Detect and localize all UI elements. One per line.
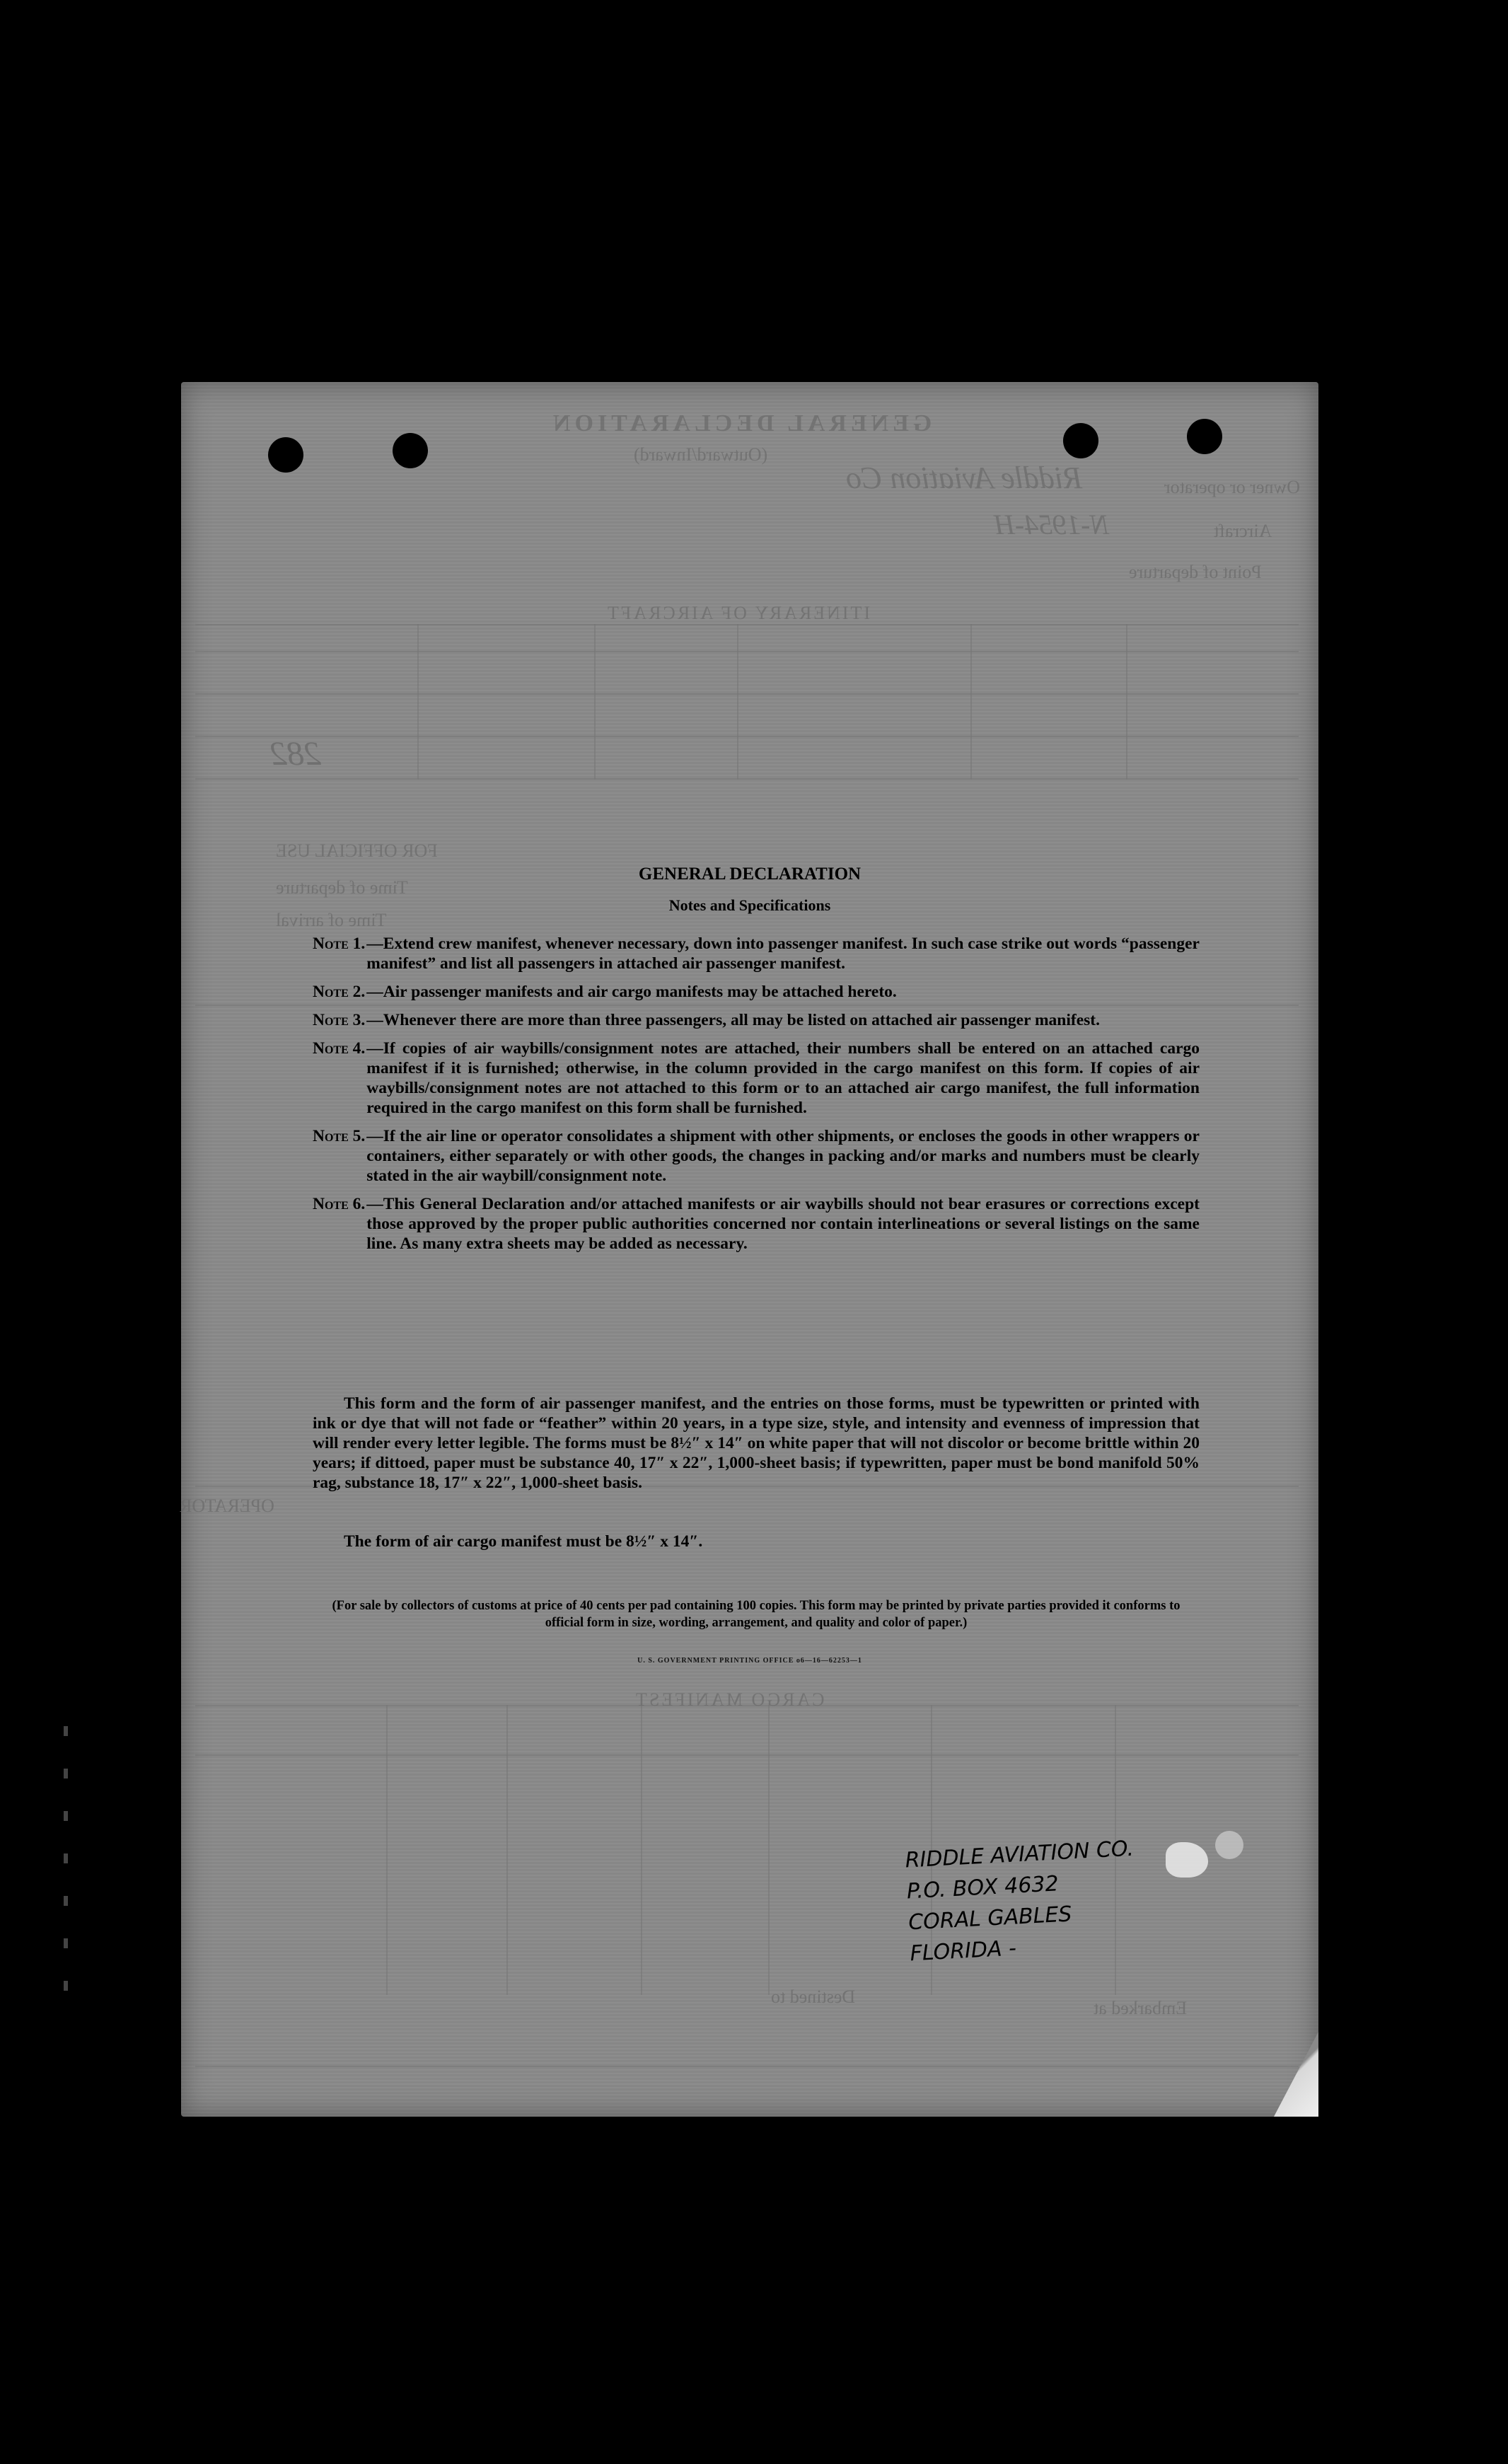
ghost-column-rule — [386, 1705, 388, 1995]
note-4 — [313, 1039, 1200, 1118]
ghost-rule — [195, 1754, 1299, 1756]
form-specification-paragraph: This form and the form of air passenger manifest, and the entries on those forms, must be typewritten or printed with ink or dye that will not fade or “feather” within 20 years, in a type size, style, and intensity and evenness of impression that will render every letter legible. The forms must be 8½″ x 14″ on white paper that will not discolor or become brittle within 20 years; if dittoed, paper must be substance 40, 17″ x 22″, 1,000-sheet basis; if typewritten, paper must be bond manifold 50% rag, substance 18, 17″ x 22″, 1,000-sheet basis. — [313, 1394, 1200, 1492]
ghost-itinerary: ITINERARY OF AIRCRAFT — [605, 603, 871, 623]
ghost-column-rule — [970, 624, 972, 780]
ghost-point-of-departure: Point of departure — [1129, 562, 1262, 582]
sale-note: (For sale by collectors of customs at price of 40 cents per pad containing 100 copies. This form may be printed by private parties provided it conforms to official form in size, wording, arrangement, and quality and color of paper.) — [332, 1599, 1181, 1630]
note-label: Note 6. — [313, 1195, 366, 1213]
ghost-column-rule — [417, 624, 419, 780]
ghost-column-rule — [768, 1705, 770, 1995]
note-text: —Air passenger manifests and air cargo manifests may be attached hereto. — [366, 983, 897, 1001]
ghost-rule — [195, 693, 1299, 695]
punch-hole — [1187, 419, 1222, 454]
page-subtitle: Notes and Specifications — [668, 896, 831, 914]
note-1 — [313, 934, 1200, 973]
punch-hole — [393, 433, 428, 468]
note-label: Note 2. — [313, 983, 366, 1001]
note-label: Note 5. — [313, 1127, 366, 1145]
document-sheet — [181, 382, 1318, 2117]
ghost-column-rule — [1126, 624, 1127, 780]
note-label: Note 4. — [313, 1039, 366, 1058]
ghost-aircraft: Aircraft — [1214, 521, 1272, 541]
ghost-column-rule — [594, 624, 596, 780]
cargo-manifest-spec: The form of air cargo manifest must be 8½″ x 14″. — [344, 1532, 703, 1551]
ghost-time-of-departure: Time of departure — [276, 877, 408, 898]
note-text: —This General Declaration and/or attached manifests or air waybills should not bear erasures or corrections except those approved by the proper public authorities concerned nor contain interlineations or several listings on the same line. As many extra sheets may be added as necessary. — [366, 1195, 1200, 1253]
note-label: Note 1. — [313, 935, 366, 953]
notes-list — [313, 934, 1200, 1262]
ghost-operator: OPERATOR — [180, 1496, 274, 1516]
ghost-column-rule — [737, 624, 738, 780]
handwritten-line: FLORIDA - — [909, 1936, 1017, 1967]
ghost-for-official-use: FOR OFFICIAL USE — [276, 840, 438, 861]
note-text: —Extend crew manifest, whenever necessary, down into passenger manifest. In such case strike out words “passenger manifest” and list all passengers in attached air passenger manifest. — [366, 935, 1200, 973]
ghost-cargo-manifest: CARGO MANIFEST — [634, 1689, 825, 1710]
printing-office-line: U. S. GOVERNMENT PRINTING OFFICE o6—16—62253—1 — [637, 1657, 862, 1665]
punch-hole — [1063, 423, 1098, 458]
ghost-time-of-arrival: Time of arrival — [276, 910, 387, 930]
note-label: Note 3. — [313, 1011, 366, 1029]
ghost-column-rule — [641, 1705, 642, 1995]
page-title: GENERAL DECLARATION — [638, 864, 862, 884]
handwritten-line: RIDDLE AVIATION CO. — [904, 1836, 1135, 1873]
ghost-embarked-at: Embarked at — [1094, 1998, 1188, 2018]
ghost-destined-to: Destined to — [771, 1986, 856, 2007]
handwritten-line: CORAL GABLES — [907, 1902, 1073, 1936]
note-text: —If copies of air waybills/consignment notes are attached, their numbers shall be entered on an attached cargo manifest if it is furnished; otherwise, in the column provided in the cargo manifest on this form. If copies of air waybills/consignment notes are not attached to this form or to an attached air cargo manifest, the full information required in the cargo manifest on this form shall be furnished. — [366, 1039, 1200, 1117]
note-text: —Whenever there are more than three passengers, all may be listed on attached air passenger manifest. — [366, 1011, 1100, 1029]
note-6 — [313, 1194, 1200, 1254]
ghost-header-title: GENERAL DECLARATION — [549, 410, 932, 436]
note-5 — [313, 1126, 1200, 1186]
handwritten-address — [905, 1834, 1139, 1970]
ghost-column-rule — [506, 1705, 508, 1995]
handwritten-line: P.O. BOX 4632 — [906, 1871, 1060, 1904]
folded-corner — [1269, 2032, 1318, 2117]
note-3 — [313, 1010, 1200, 1030]
ghost-owner-handwritten: Riddle Aviation Co — [846, 461, 1083, 495]
ghost-aircraft-handwritten: N-1954-H — [994, 509, 1110, 540]
ghost-outward-inward: (Outward/Inward) — [634, 444, 768, 465]
punch-hole — [268, 437, 303, 473]
note-2 — [313, 982, 1200, 1002]
ghost-rule — [195, 624, 1299, 625]
ghost-owner-operator: Owner or operator — [1164, 477, 1301, 497]
paper-damage-spot — [1166, 1842, 1208, 1878]
ghost-rule — [195, 651, 1299, 652]
ghost-rule — [195, 2066, 1299, 2067]
paper-damage-spot — [1215, 1831, 1243, 1859]
ghost-rule — [195, 736, 1299, 737]
note-text: —If the air line or operator consolidates a shipment with other shipments, or encloses the goods in other wrappers or containers, either separately or with other goods, the changes in packing and/or marks and numbers must be clearly stated in the air waybill/consignment note. — [366, 1127, 1200, 1185]
ghost-serial-number: 282 — [270, 735, 321, 773]
film-edge-marks — [64, 1726, 68, 2023]
ghost-rule — [195, 778, 1299, 780]
